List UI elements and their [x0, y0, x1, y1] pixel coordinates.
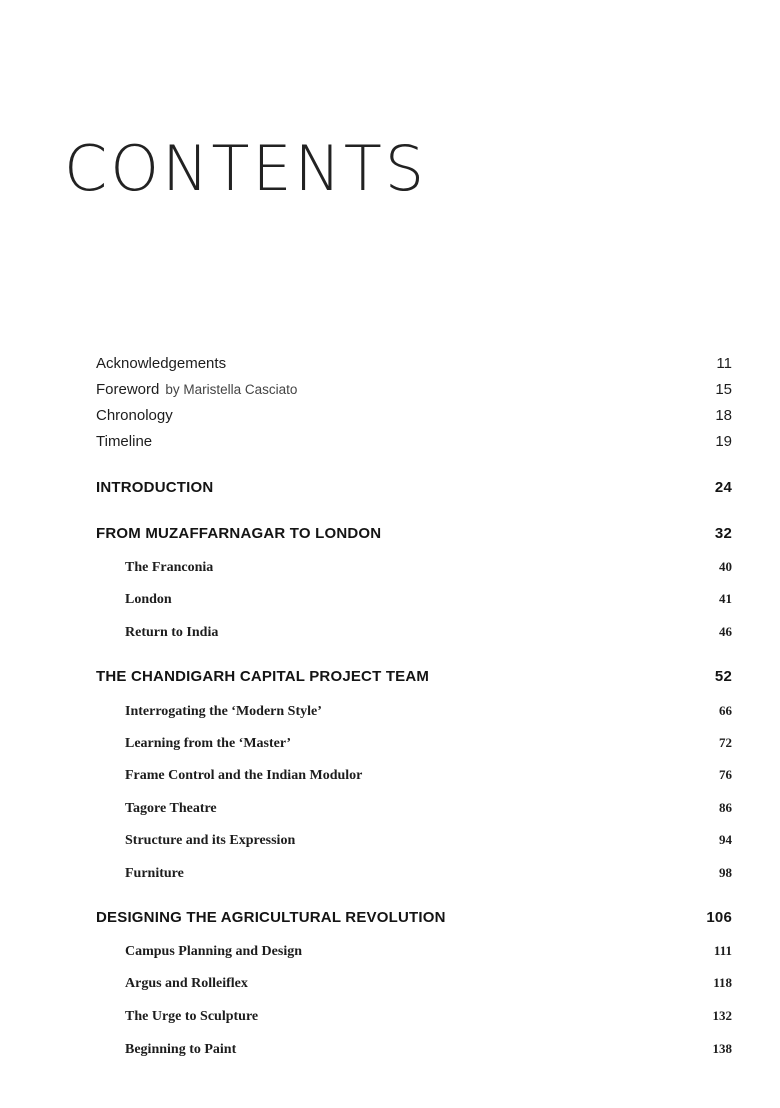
- toc-section-page: 106: [706, 909, 732, 926]
- toc-subentry-label: Tagore Theatre: [125, 801, 217, 816]
- toc-section-page: 32: [714, 525, 732, 542]
- toc-entry-label: Foreword by Maristella Casciato: [96, 381, 298, 398]
- toc-entry-timeline[interactable]: [96, 433, 732, 450]
- toc-entry-label: Acknowledgements: [96, 355, 227, 372]
- toc-entry-label: Chronology: [96, 407, 173, 424]
- toc-entry-foreword[interactable]: [96, 381, 732, 398]
- toc-subentry-label: The Franconia: [125, 560, 214, 575]
- toc-section-muzaffarnagar-london[interactable]: [96, 525, 732, 542]
- toc-section-label: INTRODUCTION: [96, 479, 214, 496]
- toc-subentry-page: 111: [713, 943, 732, 958]
- toc-subentry-label: Structure and its Expression: [125, 833, 296, 848]
- toc-section-label: THE CHANDIGARH CAPITAL PROJECT TEAM: [96, 668, 430, 685]
- toc-subentry[interactable]: [125, 559, 732, 576]
- toc-subentry-page: 76: [719, 767, 732, 782]
- toc-subentry[interactable]: [125, 1008, 732, 1025]
- toc-entry-chronology[interactable]: [96, 407, 732, 424]
- toc-subentry[interactable]: [125, 767, 732, 784]
- toc-entry-label: Timeline: [96, 433, 153, 450]
- toc-subentry[interactable]: [125, 943, 732, 960]
- toc-entry-acknowledgements[interactable]: [96, 355, 732, 372]
- toc-subentry-page: 72: [719, 735, 732, 750]
- toc-subentry-label: Beginning to Paint: [125, 1042, 237, 1057]
- toc-subentry[interactable]: [125, 975, 732, 992]
- toc-subentry-page: 46: [719, 624, 732, 639]
- toc-subentry-label: Frame Control and the Indian Modulor: [125, 768, 363, 783]
- toc-subentry-page: 94: [719, 832, 732, 847]
- toc-subentry[interactable]: [125, 865, 732, 882]
- toc-subentry-label: Campus Planning and Design: [125, 944, 303, 959]
- toc-subentry-page: 118: [713, 975, 732, 990]
- toc-subentry-label: Furniture: [125, 866, 184, 881]
- toc-entry-page: 18: [715, 407, 732, 424]
- toc-subentry-page: 132: [712, 1008, 732, 1023]
- toc-subentry[interactable]: [125, 800, 732, 817]
- toc-subentry-page: 98: [719, 865, 732, 880]
- toc-subentry[interactable]: [125, 591, 732, 608]
- toc-section-label: DESIGNING THE AGRICULTURAL REVOLUTION: [96, 909, 446, 926]
- toc-section-page: 52: [714, 668, 732, 685]
- toc-section-introduction[interactable]: [96, 479, 732, 496]
- toc-entry-page: 15: [715, 381, 732, 398]
- toc-subentry-page: 40: [719, 559, 732, 574]
- toc-subentry-label: Interrogating the ‘Modern Style’: [125, 704, 322, 719]
- toc-subentry-label: Return to India: [125, 625, 219, 640]
- toc-section-page: 24: [714, 479, 732, 496]
- toc-entry-page: 19: [715, 433, 732, 450]
- toc-subentry-page: 41: [719, 591, 732, 606]
- toc-subentry-label: Argus and Rolleiflex: [125, 976, 248, 991]
- toc-subentry[interactable]: [125, 703, 732, 720]
- toc-subentry[interactable]: [125, 832, 732, 849]
- toc-subentry-page: 66: [719, 703, 732, 718]
- page-title: CONTENTS: [64, 132, 428, 205]
- toc-entry-byline: by Maristella Casciato: [165, 382, 298, 397]
- toc-section-label: FROM MUZAFFARNAGAR TO LONDON: [96, 525, 382, 542]
- toc-section-chandigarh[interactable]: [96, 668, 732, 685]
- toc-section-agricultural-revolution[interactable]: [96, 909, 732, 926]
- toc-subentry-label: The Urge to Sculpture: [125, 1009, 259, 1024]
- toc-subentry-page: 86: [719, 800, 732, 815]
- toc-subentry-page: 138: [712, 1041, 732, 1056]
- toc-subentry[interactable]: [125, 1041, 732, 1058]
- toc-subentry-label: Learning from the ‘Master’: [125, 736, 292, 751]
- toc-entry-page: 11: [716, 355, 732, 372]
- toc-subentry-label: London: [125, 592, 172, 607]
- toc-subentry[interactable]: [125, 735, 732, 752]
- toc-subentry[interactable]: [125, 624, 732, 641]
